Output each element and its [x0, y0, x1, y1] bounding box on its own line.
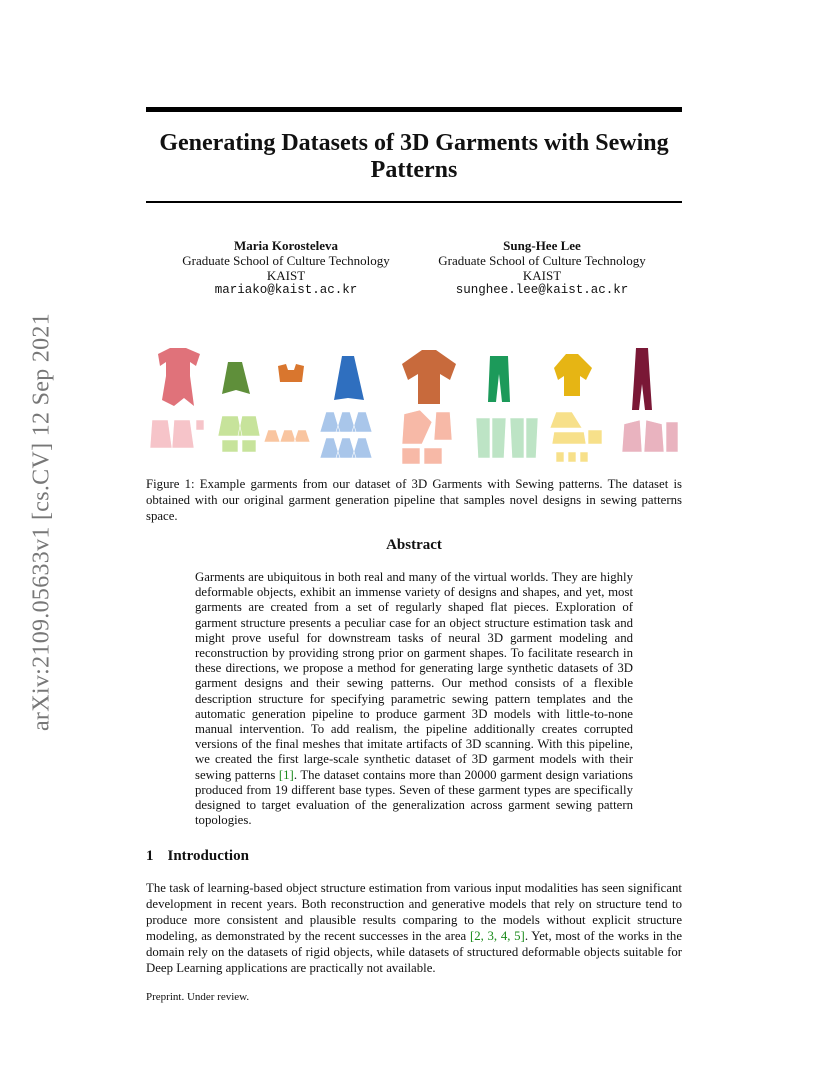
intro-text-end: . Yet, most of the works in the domain rely on the datasets of rigid objects, while datasets of structured deformable objects suitable for Deep Learning applications are practically not available.: [146, 929, 683, 975]
author-block-1: [171, 238, 401, 298]
citation-link[interactable]: [1]: [278, 767, 294, 782]
citation-link[interactable]: [2, 3, 4, 5]: [469, 929, 525, 943]
paper-title: Generating Datasets of 3D Garments with Sewing Patterns: [159, 130, 669, 183]
garment-jacket: [402, 350, 456, 404]
garment-dress: [158, 348, 200, 406]
garment-skirt: [222, 362, 250, 394]
garment-top: [278, 364, 304, 382]
abstract-heading: Abstract: [386, 537, 442, 553]
abstract-text-end: . The dataset contains more than 20000 garment design variations produced from 19 different base types. Seven of these garment types are specifically designed to target evaluation of the generalization across garment sewing pattern topologies.: [195, 767, 633, 828]
title-top-rule: [146, 107, 682, 112]
intro-paragraph: [146, 880, 682, 976]
author-name: Sung-Hee Lee: [503, 238, 581, 253]
intro-text: The task of learning-based object structure estimation from various input modalities has seen significant development in recent years. Both reconstruction and generative models that rely on structure tend to produce more consistent and plausible results comparing to the models without explicit structure modeling, as demonstrated by the recent successes in the area: [146, 881, 682, 943]
author-block-2: [427, 238, 657, 298]
abstract-body: [195, 570, 633, 828]
garment-long-skirt: [334, 356, 364, 400]
garment-hoodie: [554, 354, 592, 396]
author-email[interactable]: sunghee.lee@kaist.ac.kr: [455, 283, 629, 297]
garment-jumpsuit: [632, 348, 652, 410]
garment-figure-svg: [146, 340, 682, 470]
section-heading: [146, 848, 249, 865]
section-number: 1: [146, 848, 154, 864]
footer-note: Preprint. Under review.: [146, 991, 250, 1003]
arxiv-sidebar: [18, 282, 66, 762]
arxiv-id: arXiv:2109.05633v1 [cs.CV] 12 Sep 2021: [28, 312, 55, 732]
garment-pants: [488, 356, 510, 402]
figure-garments: [146, 340, 682, 470]
author-affiliation: Graduate School of Culture Technology: [438, 253, 646, 268]
author-institution: KAIST: [266, 268, 306, 283]
author-email[interactable]: mariako@kaist.ac.kr: [214, 283, 358, 297]
author-institution: KAIST: [522, 268, 562, 283]
author-name: Maria Korosteleva: [233, 238, 339, 253]
figure-caption: Figure 1: Example garments from our dataset of 3D Garments with Sewing patterns. The dataset is obtained with our original garment generation pipeline that samples novel designs in sewing patterns space.: [146, 477, 682, 523]
section-title: Introduction: [167, 848, 249, 864]
sewing-patterns-row: [150, 410, 678, 464]
author-affiliation: Graduate School of Culture Technology: [182, 253, 390, 268]
title-bottom-rule: [146, 201, 682, 203]
abstract-text: Garments are ubiquitous in both real and many of the virtual worlds. They are highly deformable objects, exhibit an immense variety of designs and shapes, and yet, most garments are created from a set of regularly shaped flat pieces. Exploration of garment structure presents a peculiar case for an object structure estimation task and might prove useful for downstream tasks of neural 3D garment modeling and reconstruction by providing strong prior on garment shapes. To facilitate research in these directions, we propose a method for generating large synthetic datasets of 3D garment designs and their sewing patterns. Our method consists of a flexible description structure for specifying parametric sewing pattern templates and the automatic generation pipeline to produce garment 3D models with little-to-none manual intervention. To add realism, the pipeline additionally creates corrupted versions of the final meshes that imitate artifacts of 3D scanning. With this pipeline, we created the first large-scale synthetic dataset of 3D garment models with their sewing patterns: [195, 570, 633, 782]
